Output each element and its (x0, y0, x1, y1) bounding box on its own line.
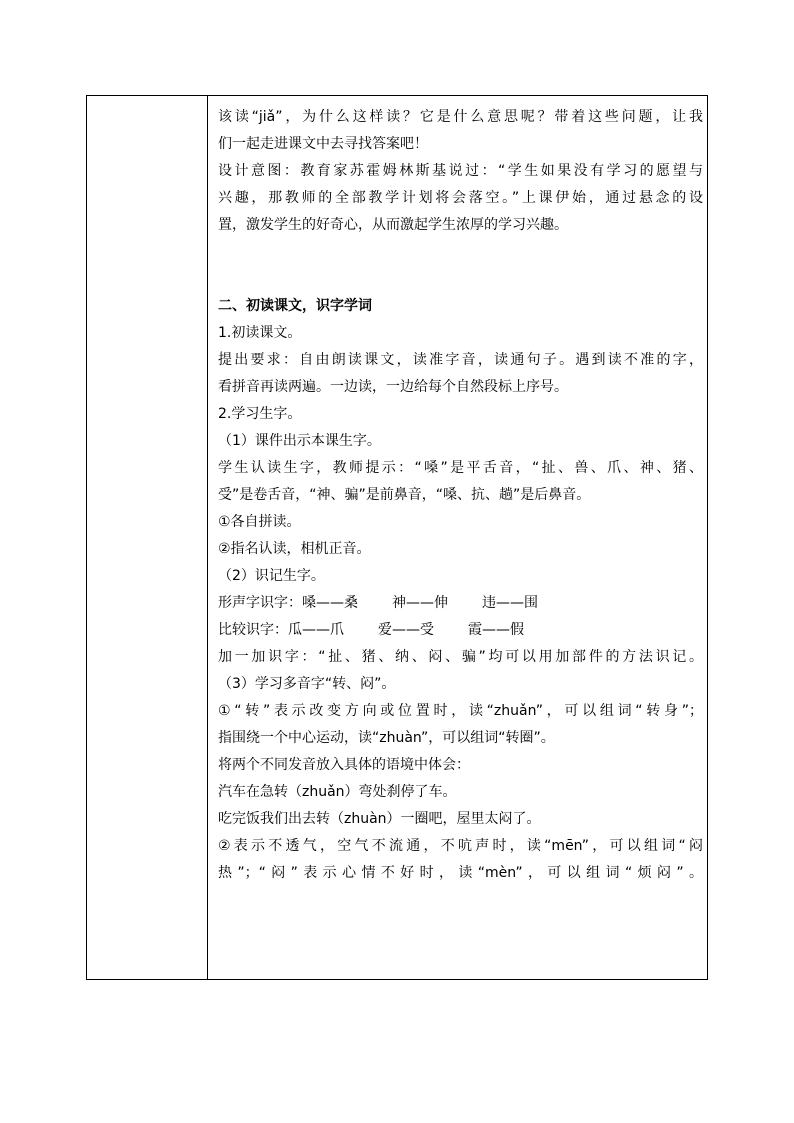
text-line: ②表示不透气，空气不流通，不吭声时，读“mēn”，可以组词“闷 (218, 838, 703, 854)
text-line: 汽车在急转（zhuǎn）弯处刹停了车。 (218, 784, 457, 800)
xingsheng-item: 嗓——桑 (302, 595, 358, 611)
text-line: 设计意图：教育家苏霍姆林斯基说过：“学生如果没有学习的愿望与 (218, 163, 703, 179)
text-line: （2）识记生字。 (218, 568, 325, 584)
text-line: 兴趣，那教师的全部教学计划将会落空。”上课伊始，通过悬念的设 (218, 190, 703, 206)
left-column-cell (87, 96, 208, 979)
xingsheng-line (218, 590, 703, 617)
text-line: （3）学习多音字“转、闷”。 (218, 676, 396, 692)
bijiao-item: 瓜——爪 (288, 622, 344, 638)
text-line: 加一加识字：“扯、猪、纳、闷、骗”均可以用加部件的方法识记。 (218, 649, 703, 665)
text-line: 该读“jiǎ”，为什么这样读？它是什么意思呢？带着这些问题，让我 (218, 109, 703, 125)
text-line: ①“转”表示改变方向或位置时，读“zhuǎn”，可以组词“转身”； (218, 703, 703, 719)
bijiao-item: 爱——受 (378, 622, 434, 638)
text-line: 们一起走进课文中去寻找答案吧！ (218, 136, 428, 152)
text-line: 将两个不同发音放入具体的语境中体会： (218, 757, 470, 773)
text-line: 置，激发学生的好奇心，从而激起学生浓厚的学习兴趣。 (218, 217, 568, 233)
xingsheng-item: 违——围 (482, 595, 538, 611)
lesson-table (86, 95, 708, 980)
text-line: （1）课件出示本课生字。 (218, 433, 381, 449)
text-line: 看拼音再读两遍。一边读，一边给每个自然段标上序号。 (218, 379, 568, 395)
text-line: ②指名认读，相机正音。 (218, 541, 371, 557)
text-line: 2.学习生字。 (218, 406, 302, 422)
text-line: 1.初读课文。 (218, 325, 302, 341)
bijiao-label: 比较识字： (218, 622, 288, 638)
text-line: 吃完饭我们出去转（zhuàn）一圈吧，屋里太闷了。 (218, 811, 541, 827)
text-line: ①各自拼读。 (218, 514, 301, 530)
xingsheng-item: 神——伸 (392, 595, 448, 611)
section-heading: 二、初读课文，识字学词 (218, 298, 372, 314)
text-line: 提出要求：自由朗读课文，读准字音，读通句子。遇到读不准的字， (218, 352, 703, 368)
text-line: 热”；“闷”表示心情不好时，读“mèn”，可以组词“烦闷”。 (218, 865, 703, 881)
bijiao-line (218, 617, 703, 644)
right-column-cell (208, 96, 707, 979)
bijiao-item: 霞——假 (468, 622, 524, 638)
blank-space (218, 239, 703, 293)
text-line: 受”是卷舌音，“神、骗”是前鼻音，“嗓、抗、趟”是后鼻音。 (218, 487, 591, 503)
text-line: 学生认读生字，教师提示：“嗓”是平舌音，“扯、兽、爪、神、猪、 (218, 460, 703, 476)
text-line: 指围绕一个中心运动，读“zhuàn”，可以组词“转圈”。 (218, 730, 555, 746)
xingsheng-label: 形声字识字： (218, 595, 302, 611)
